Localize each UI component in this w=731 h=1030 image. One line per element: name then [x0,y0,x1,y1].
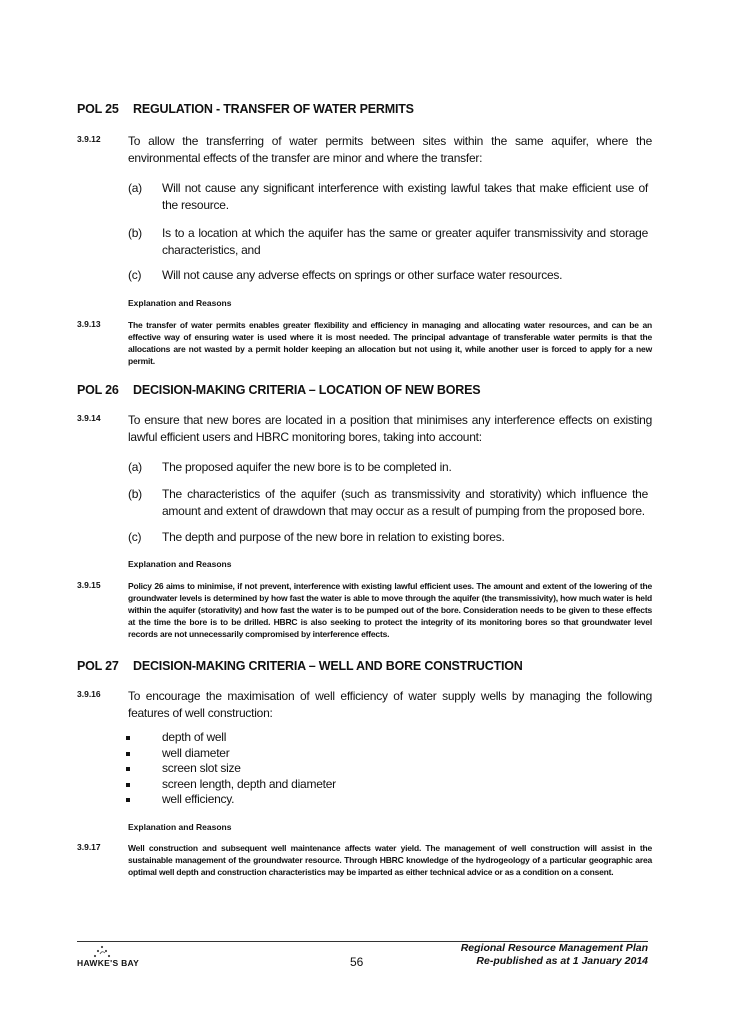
clause-number: 3.9.17 [77,842,101,852]
explanation-heading: Explanation and Reasons [128,559,232,569]
item-label: (b) [128,226,142,240]
doc-title: Regional Resource Management Plan [460,942,648,954]
list-item [120,746,336,762]
clause-3-9-16 [77,688,652,722]
list-item [120,761,336,777]
logo-text: HAWKE'S BAY [77,958,140,968]
explanation-heading: Explanation and Reasons [128,822,232,832]
list-item [128,459,648,476]
bullet-icon [126,752,130,756]
bullet-text: screen length, depth and diameter [162,776,336,791]
item-text: Will not cause any significant interference with existing lawful takes that make efficient use of the resource. [162,181,648,212]
clause-number: 3.9.13 [77,319,101,329]
bullet-icon [126,798,130,802]
item-label: (b) [128,487,142,501]
item-text: The depth and purpose of the new bore in relation to existing bores. [162,530,505,544]
clause-3-9-15 [77,580,652,640]
policy-heading-pol25 [77,102,414,116]
explanation-text: Policy 26 aims to minimise, if not prevent, interference with existing lawful efficient uses. The amount and extent of the lowering of the groundwater levels is determined by how fast the water is able to move through the aquifer (the transmissivity), how much water is held within the aquifer (storativity) and how fast the water is to be pumped out of the bore. Consideration needs to be given to these effects at the time the bore is to be drilled. HBRC is also seeking to protect the integrity of its monitoring bores so that groundwater level records are not unnecessarily compromised by interference effects. [128,581,652,639]
clause-number: 3.9.12 [77,134,101,144]
clause-number: 3.9.16 [77,689,101,699]
policy-number: POL 26 [77,383,119,397]
explanation-text: Well construction and subsequent well maintenance affects water yield. The management of well construction will assist in the sustainable management of the groundwater resource. Through HBRC knowledge of the hydrogeology of a particular geographic area optimal well depth and construction characteristics may be imparted as either technical advice or as a condition on a consent. [128,843,652,877]
list-item [128,225,648,259]
bullet-text: well diameter [162,745,230,760]
policy-title: REGULATION - TRANSFER OF WATER PERMITS [133,102,414,116]
item-text: The proposed aquifer the new bore is to be completed in. [162,460,452,474]
clause-number: 3.9.14 [77,413,101,423]
item-text: Will not cause any adverse effects on springs or other surface water resources. [162,268,563,282]
item-text: Is to a location at which the aquifer has the same or greater aquifer transmissivity and storage characteristics, and [162,226,648,257]
explanation-text: The transfer of water permits enables greater flexibility and efficiency in managing and allocating water resources, and can be an effective way of ensuring water is used where it is most needed. The principal advantage of transferable water permits is that the allocations are not wasted by a permit holder keeping an allocation but not using it, while another user is forced to apply for a new permit. [128,320,652,366]
list-item [120,777,336,793]
policy-number: POL 27 [77,659,119,673]
clause-text: To encourage the maximisation of well efficiency of water supply wells by managing the following features of well construction: [128,689,652,720]
clause-text: To ensure that new bores are located in a position that minimises any interference effects on existing lawful efficient users and HBRC monitoring bores, taking into account: [128,413,652,444]
policy-title: DECISION-MAKING CRITERIA – WELL AND BORE CONSTRUCTION [133,659,523,673]
list-item [128,486,648,520]
policy-title: DECISION-MAKING CRITERIA – LOCATION OF NEW BORES [133,383,481,397]
item-label: (a) [128,181,142,195]
bullet-icon [126,736,130,740]
clause-3-9-13 [77,319,652,367]
clause-3-9-17 [77,842,652,878]
item-label: (c) [128,268,142,282]
hawkes-bay-logo [77,942,157,972]
clause-text: To allow the transferring of water permits between sites within the same aquifer, where the environmental effects of the transfer are minor and where the transfer: [128,134,652,165]
bullet-icon [126,783,130,787]
clause-3-9-12 [77,133,652,167]
footer-doc-info [461,942,648,968]
well-features-list [120,730,336,808]
bullet-text: well efficiency. [162,792,235,806]
item-label: (c) [128,530,142,544]
bullet-text: depth of well [162,730,227,744]
list-item [128,180,648,214]
bullet-icon [126,767,130,771]
bullet-text: screen slot size [162,761,241,775]
list-item [120,730,336,746]
policy-heading-pol26 [77,383,480,397]
policy-number: POL 25 [77,102,119,116]
policy-heading-pol27 [77,659,523,673]
list-item [120,792,336,808]
item-text: The characteristics of the aquifer (such as transmissivity and storativity) which influence the amount and extent of drawdown that may occur as a result of pumping from the proposed bore. [162,487,648,518]
doc-status: Re-published as at 1 January 2014 [476,955,648,967]
list-item [128,529,648,546]
clause-number: 3.9.15 [77,580,101,590]
explanation-heading: Explanation and Reasons [128,298,232,308]
clause-3-9-14 [77,412,652,446]
list-item [128,267,648,284]
item-label: (a) [128,460,142,474]
page-number: 56 [350,955,364,969]
